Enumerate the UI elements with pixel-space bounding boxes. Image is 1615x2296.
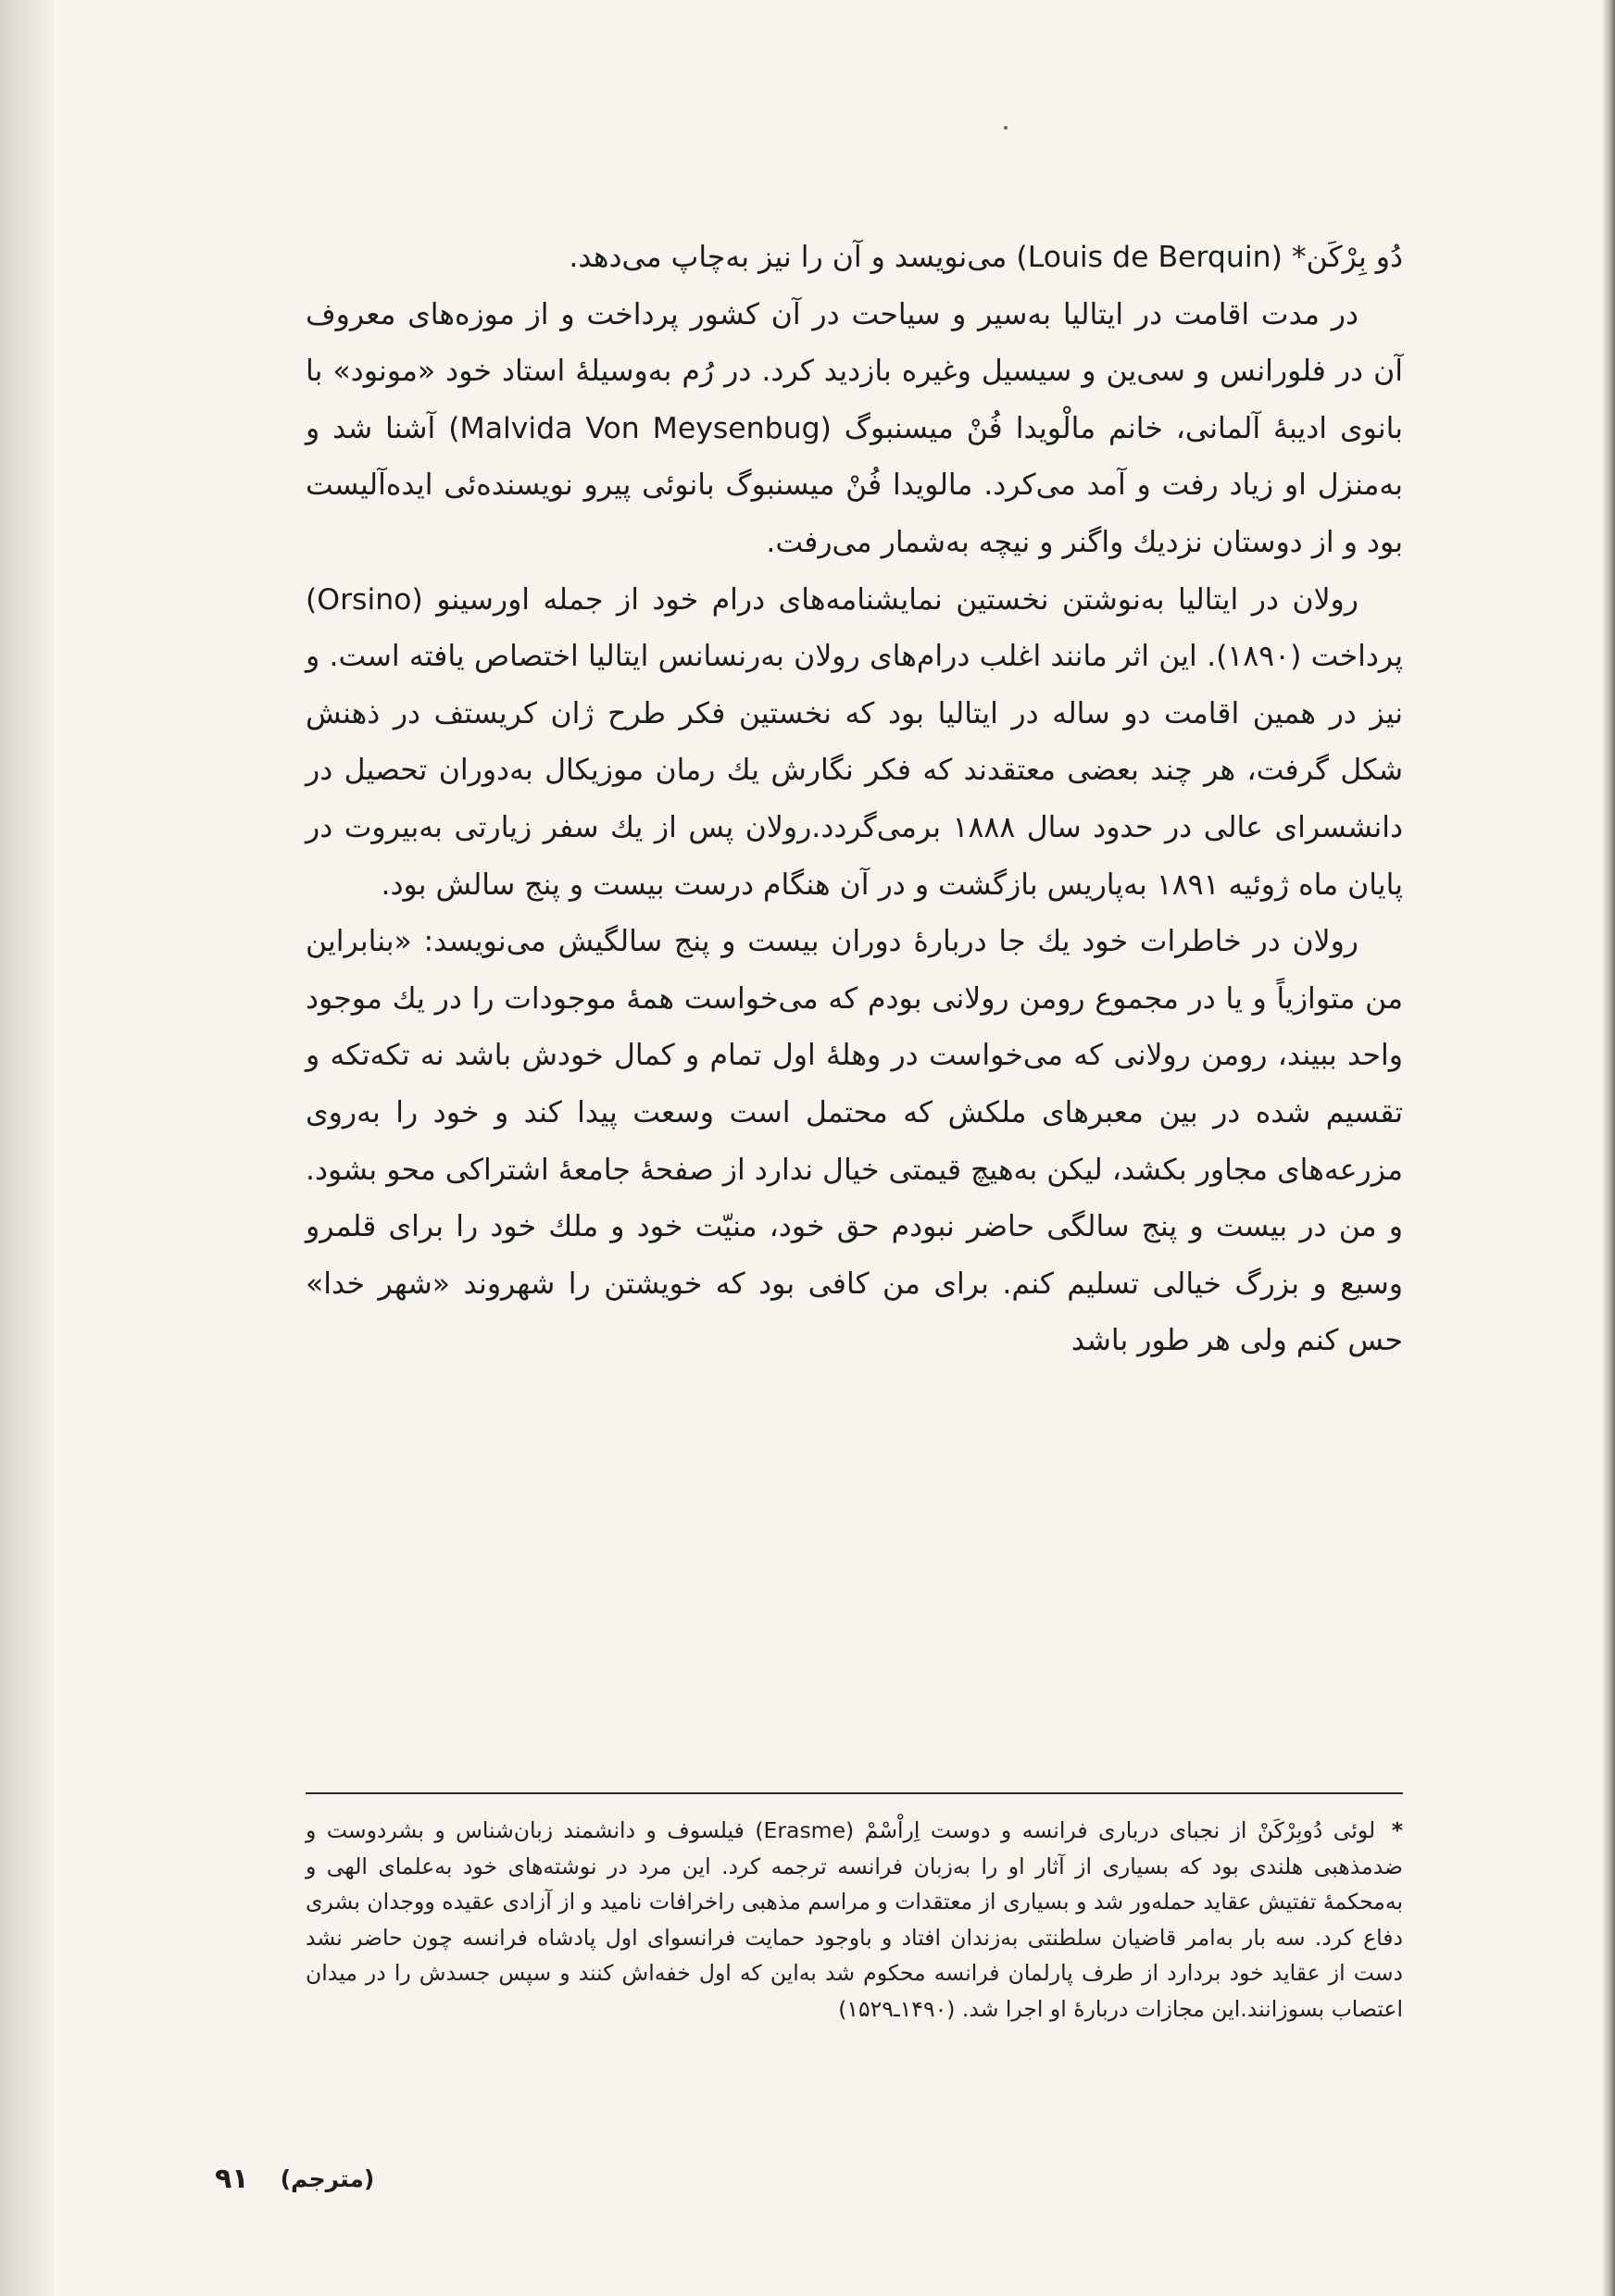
paragraph-2: در مدت اقامت در ایتالیا به‌سیر و سیاحت در آن کشور پرداخت و از موزه‌های معروف آن در فلورانس و سی‌ین و سیسیل وغیره بازدید کرد. در رُم به‌وسیلهٔ استاد خود «مونود» با بانوی ادیبهٔ آلمانی، خانم مالْویدا فُنْ میسنبوگ (Malvida Von Meysenbug) آشنا شد و به‌منزل او زیاد رفت و آمد می‌کرد. مالویدا فُنْ میسنبوگ بانوئی پیرو نویسنده‌ئی ایده‌آلیست بود و از دوستان نزدیك واگنر و نیچه به‌شمار می‌رفت. — [306, 297, 1404, 559]
footnote — [306, 1813, 1403, 2027]
footnote-divider — [306, 1792, 1403, 1794]
scan-edge-right — [1602, 0, 1615, 2296]
footnote-paragraph — [306, 1813, 1403, 2027]
translator-note: (مترجم) — [280, 2165, 375, 2192]
paragraph-3: رولان در ایتالیا به‌نوشتن نخستین نمایشنامه‌های درام خود از جمله اورسینو (Orsino) پرداخت (۱۸۹۰). این اثر مانند اغلب درام‌های رولان به‌رنسانس ایتالیا اختصاص یافته است. و نیز در همین اقامت دو ساله در ایتالیا بود که نخستین فکر طرح ژان کریستف در ذهنش شکل گرفت، هر چند بعضی معتقدند که فکر نگارش یك رمان موزیکال به‌دوران تحصیل در دانشسرای عالی در حدود سال ۱۸۸۸ برمی‌گردد.رولان پس از یك سفر زیارتی به‌بیروت در پایان ماه ژوئیه ۱۸۹۱ به‌پاریس بازگشت و در آن هنگام درست بیست و پنج سالش بود. — [306, 582, 1404, 902]
scan-edge-left — [0, 0, 54, 2296]
main-text — [306, 230, 1403, 1370]
paragraph-1: دُو بِرْکَن* (Louis de Berquin) می‌نویسد و آن را نیز به‌چاپ می‌دهد. — [569, 241, 1403, 274]
paper-speck — [1004, 126, 1008, 130]
page-footer — [215, 2155, 456, 2202]
footnote-marker: * — [1391, 1817, 1403, 1843]
page-number: ۹۱ — [215, 2162, 249, 2195]
paragraph-4: رولان در خاطرات خود یك جا دربارهٔ دوران بیست و پنج سالگیش می‌نویسد: «بنابراین من متوازیاً و یا در مجموع رومن رولانی بودم که می‌خواست همهٔ موجودات را در یك موجود واحد ببیند، رومن رولانی که می‌خواست در وهلهٔ اول تمام و کمال خودش باشد نه تکه‌تکه و تقسیم شده در بین معبرهای ملکش که محتمل است وسعت پیدا کند و خود را به‌روی مزرعه‌های مجاور بکشد، لیکن به‌هیچ قیمتی خیال ندارد از صفحهٔ جامعهٔ اشتراکی محو بشود. و من در بیست و پنج سالگی حاضر نبودم حق خود، منیّت خود و ملك خود را برای قلمرو وسیع و بزرگ خیالی تسلیم کنم. برای من کافی بود که خویشتن را شهروند «شهر خدا» حس کنم ولی هر طور باشد — [306, 925, 1403, 1358]
footnote-text: لوئی دُوبِرْکَنْ از نجبای درباری فرانسه و دوست اِراْسْمْ (Erasme) فیلسوف و دانشمند زبان‌شناس و بشردوست و ضدمذهبی هلندی بود که بسیاری از آثار او را به‌زبان فرانسه ترجمه کرد. این مرد در نوشته‌های خود به‌علمای الهی و به‌محکمهٔ تفتیش عقاید حمله‌ور شد و بسیاری از معتقدات و مراسم مذهبی راخرافات نامید و از آزادی عقیده ووجدان بشری دفاع کرد. سه بار به‌امر قاضیان سلطنتی به‌زندان افتاد و باوجود حمایت فرانسوای اول پادشاه فرانسه چون حاضر نشد دست از عقاید خود بردارد از طرف پارلمان فرانسه محکوم شد به‌این که اول خفه‌اش کنند و سپس جسدش را در میدان اعتصاب بسوزانند.این مجازات دربارهٔ او اجرا شد. (۱۴۹۰ـ۱۵۲۹) — [306, 1817, 1403, 2022]
